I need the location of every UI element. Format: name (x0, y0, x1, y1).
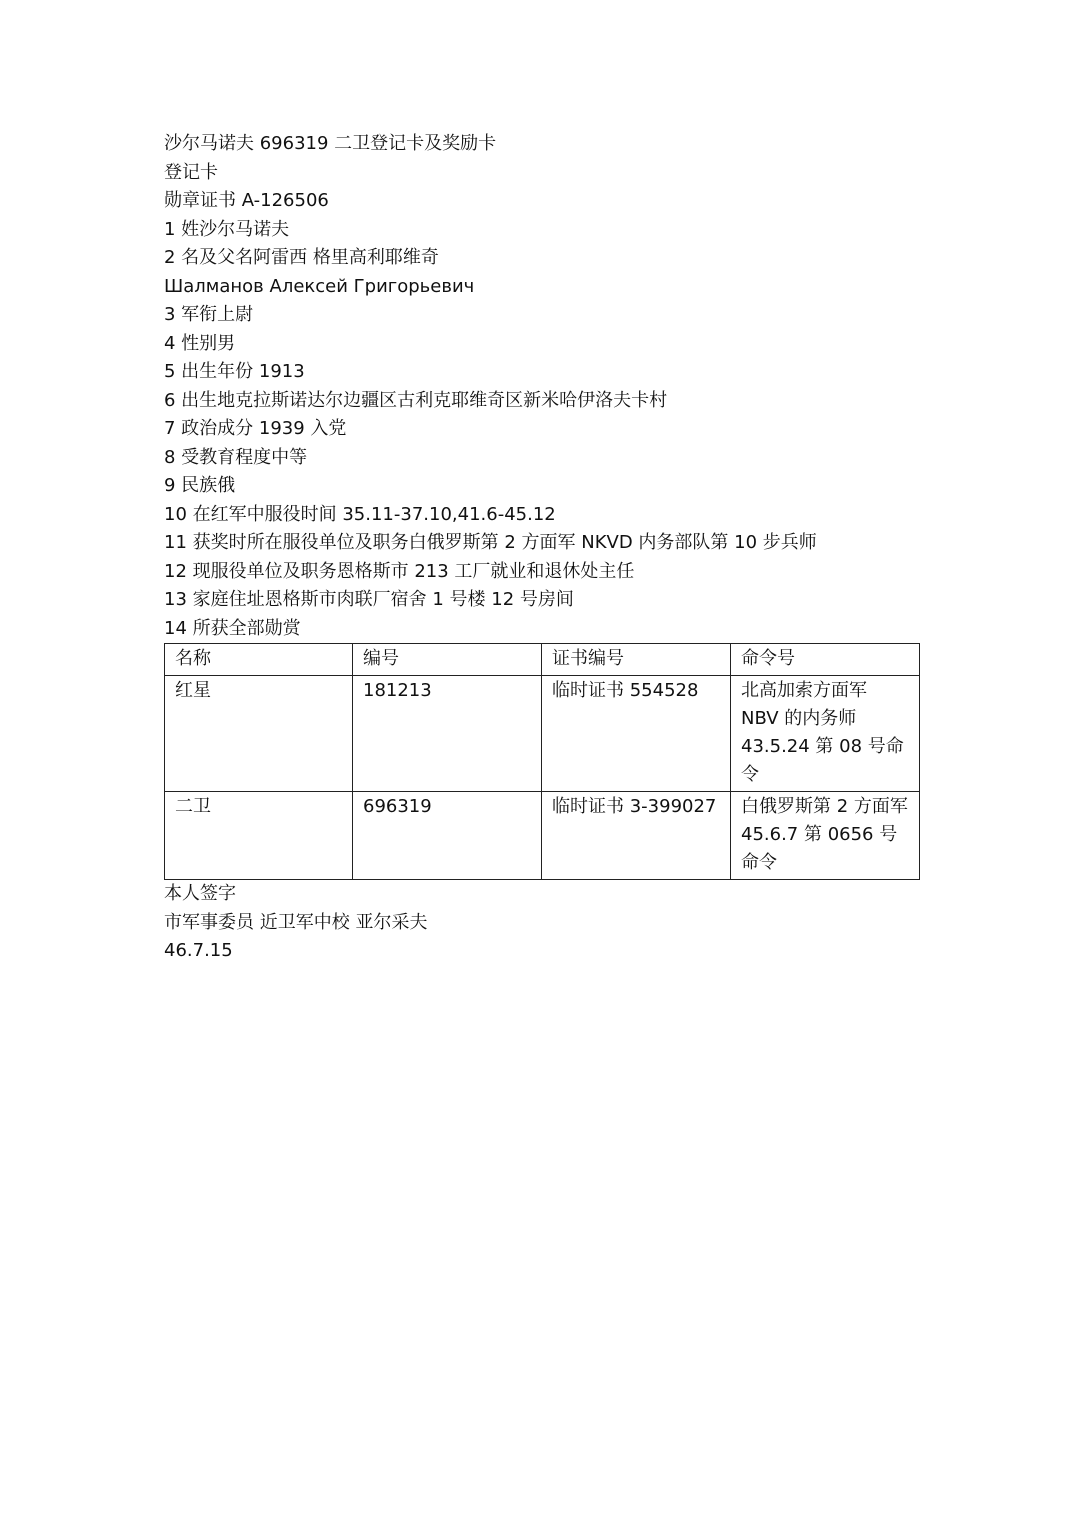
table-row (165, 792, 920, 880)
section-title: 登记卡 (164, 161, 218, 183)
cell-award-number: 696319 (353, 792, 542, 880)
document-title: 沙尔马诺夫 696319 二卫登记卡及奖励卡 (164, 133, 497, 154)
field-gender: 4 性别男 (164, 332, 236, 354)
field-political-status: 7 政治成分 1939 入党 (164, 418, 347, 439)
signature-label: 本人签字 (164, 883, 236, 904)
header-certificate-number: 证书编号 (542, 644, 731, 676)
document-date: 46.7.15 (164, 940, 233, 961)
header-award-number: 编号 (353, 644, 542, 676)
certificate-number: 勋章证书 A-126506 (164, 190, 329, 211)
field-ethnicity: 9 民族俄 (164, 475, 236, 496)
field-birth-year: 5 出生年份 1913 (164, 361, 305, 382)
table-row (165, 676, 920, 792)
header-order-number: 命令号 (731, 644, 920, 676)
field-education: 8 受教育程度中等 (164, 446, 308, 468)
header-award-name: 名称 (165, 644, 353, 676)
cell-certificate-number: 临时证书 3-399027 (542, 792, 731, 880)
cell-award-name: 二卫 (165, 792, 353, 880)
field-birthplace: 6 出生地克拉斯诺达尔边疆区古利克耶维奇区新米哈伊洛夫卡村 (164, 389, 668, 411)
field-home-address: 13 家庭住址恩格斯市肉联厂宿舍 1 号楼 12 号房间 (164, 589, 574, 610)
cell-order-number: 白俄罗斯第 2 方面军 45.6.7 第 0656 号命令 (731, 792, 920, 880)
cell-award-number: 181213 (353, 676, 542, 792)
field-rank: 3 军衔上尉 (164, 304, 254, 325)
field-service-period: 10 在红军中服役时间 35.11-37.10,41.6-45.12 (164, 503, 556, 525)
field-name-russian: Шалманов Алексей Григорьевич (164, 275, 475, 297)
field-surname: 1 姓沙尔马诺夫 (164, 218, 290, 240)
field-awards-heading: 14 所获全部勋赏 (164, 617, 301, 639)
field-name-patronymic: 2 名及父名阿雷西 格里高利耶维奇 (164, 247, 439, 268)
cell-award-name: 红星 (165, 676, 353, 792)
cell-certificate-number: 临时证书 554528 (542, 676, 731, 792)
field-current-position: 12 现服役单位及职务恩格斯市 213 工厂就业和退休处主任 (164, 560, 635, 582)
cell-order-number: 北高加索方面军 NBV 的内务师 43.5.24 第 08 号命令 (731, 676, 920, 792)
commissioner-signature: 市军事委员 近卫军中校 亚尔采夫 (164, 911, 428, 933)
awards-table (164, 643, 920, 880)
document-page (164, 130, 920, 966)
table-header-row (165, 644, 920, 676)
field-award-unit: 11 获奖时所在服役单位及职务白俄罗斯第 2 方面军 NKVD 内务部队第 10 步兵师 (164, 532, 817, 553)
